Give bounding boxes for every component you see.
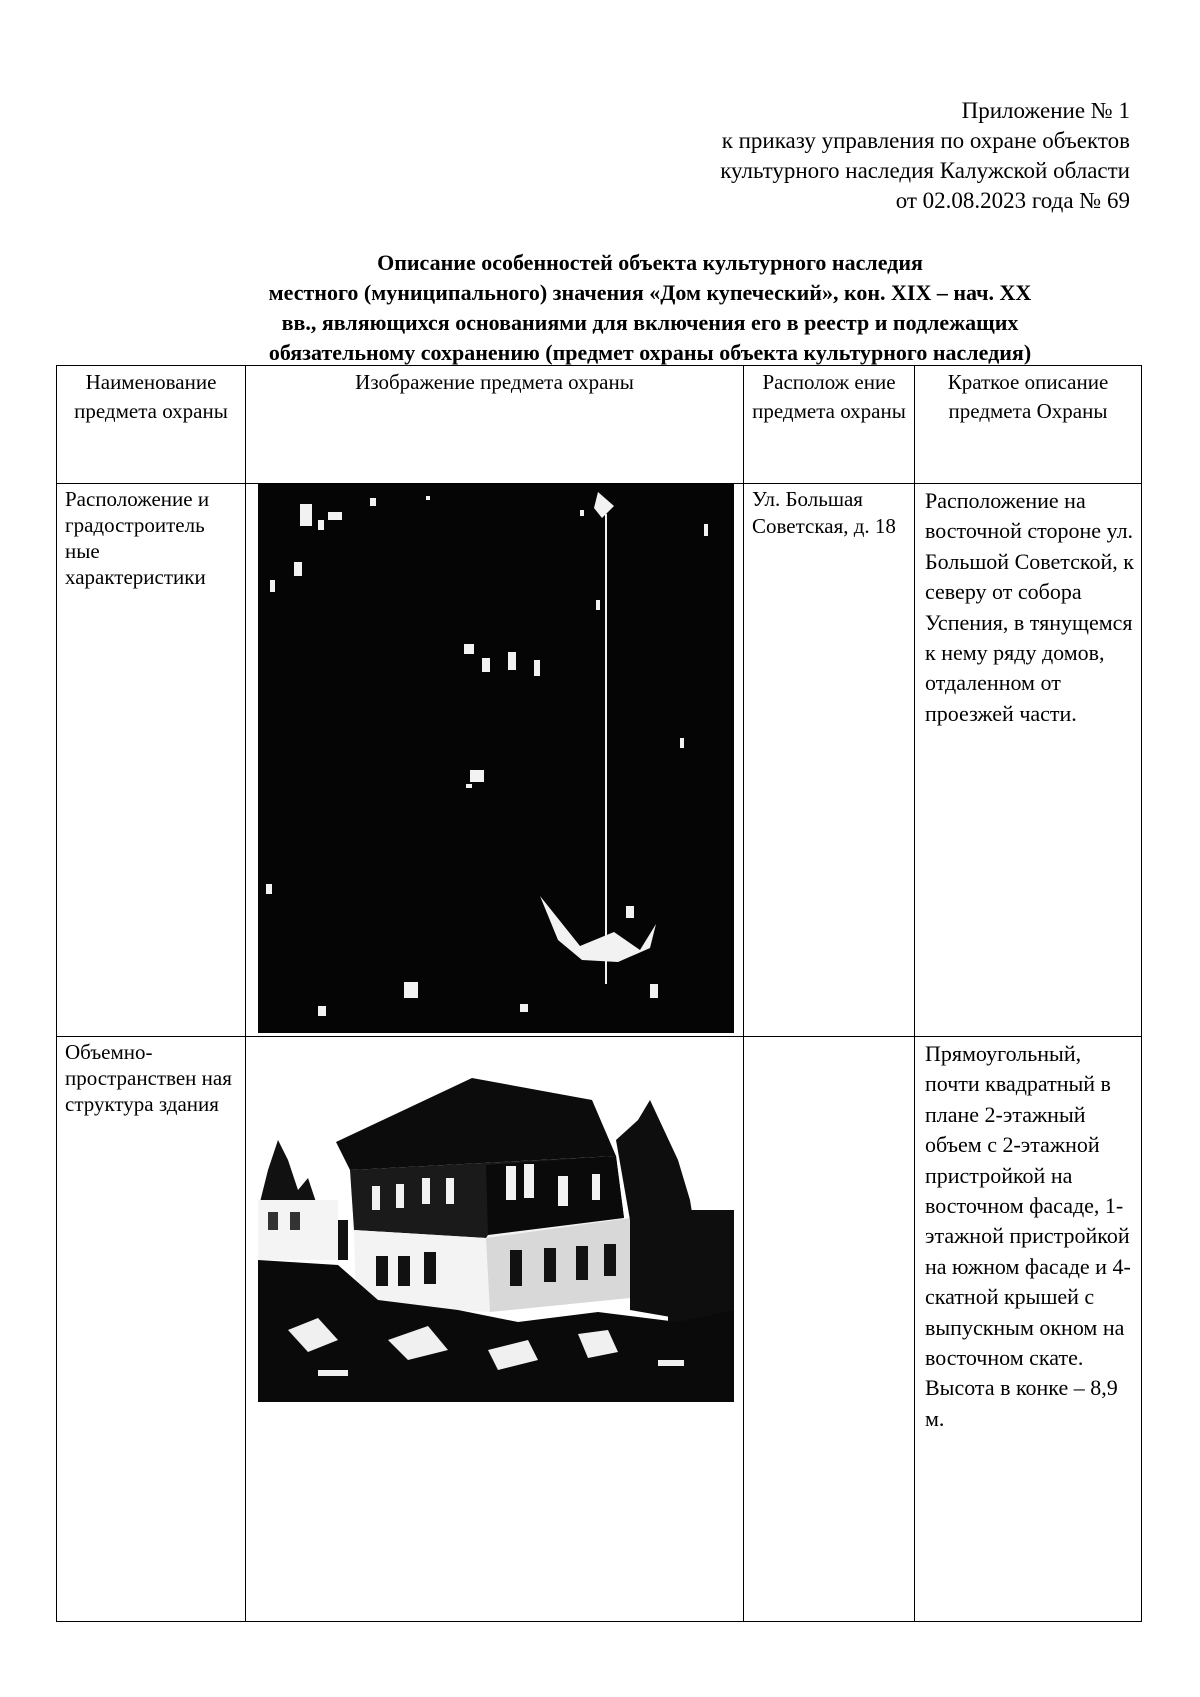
appendix-header bbox=[490, 96, 1130, 216]
document-title bbox=[140, 248, 1160, 368]
appendix-line-4: от 02.08.2023 года № 69 bbox=[895, 188, 1130, 213]
row-2-name: Объемно-пространствен ная структура здания bbox=[57, 1037, 246, 1622]
building-photo bbox=[258, 1060, 734, 1402]
row-1-description: Расположение на восточной стороне ул. Большой Советской, к северу от собора Успения, в тянущемся к нему ряду домов, отдаленном от проезжей части. bbox=[915, 484, 1142, 1037]
row-2-description: Прямоугольный, почти квадратный в плане 2-этажный объем с 2-этажной пристройкой на восточном фасаде, 1-этажной пристройкой на южном фасаде и 4-скатной крышей с выпускным окном на восточном скате. Высота в конке – 8,9 м. bbox=[915, 1037, 1142, 1622]
appendix-line-3: культурного наследия Калужской области bbox=[720, 158, 1130, 183]
title-line-1: Описание особенностей объекта культурного наследия bbox=[377, 250, 923, 275]
row-1-name: Расположение и градостроитель ные характеристики bbox=[57, 484, 246, 1037]
header-image: Изображение предмета охраны bbox=[246, 366, 744, 484]
street-photo bbox=[258, 484, 734, 1033]
header-name: Наименование предмета охраны bbox=[57, 366, 246, 484]
appendix-line-1: Приложение № 1 bbox=[961, 98, 1130, 123]
row-2-image-cell bbox=[246, 1037, 744, 1622]
table-header-row bbox=[57, 366, 1142, 484]
row-1-location: Ул. Большая Советская, д. 18 bbox=[744, 484, 915, 1037]
table-row bbox=[57, 484, 1142, 1037]
row-2-location bbox=[744, 1037, 915, 1622]
title-line-3: вв., являющихся основаниями для включения его в реестр и подлежащих bbox=[281, 310, 1019, 335]
title-line-4: обязательному сохранению (предмет охраны объекта культурного наследия) bbox=[268, 340, 1032, 365]
title-line-2: местного (муниципального) значения «Дом купеческий», кон. XIX – нач. XX bbox=[268, 280, 1032, 305]
row-1-image-cell bbox=[246, 484, 744, 1037]
header-location: Располож ение предмета охраны bbox=[744, 366, 915, 484]
protection-subject-table bbox=[56, 365, 1142, 1622]
table-row bbox=[57, 1037, 1142, 1622]
appendix-line-2: к приказу управления по охране объектов bbox=[721, 128, 1130, 153]
header-description: Краткое описание предмета Охраны bbox=[915, 366, 1142, 484]
